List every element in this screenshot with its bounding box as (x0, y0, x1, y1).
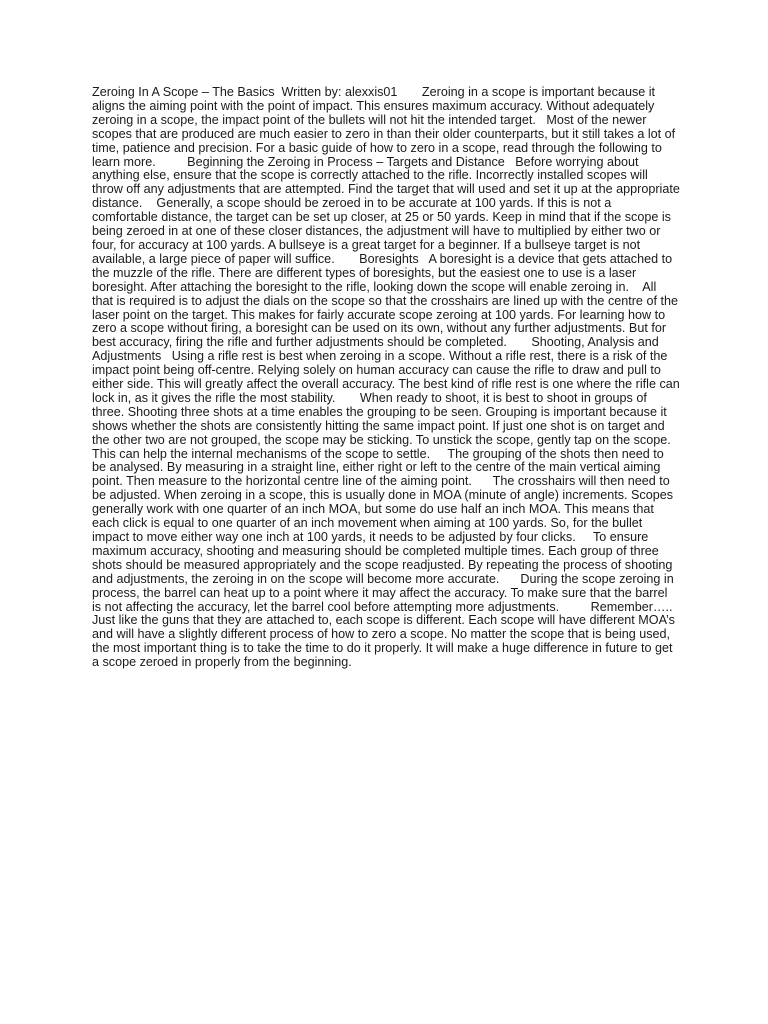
article-body-text: Zeroing In A Scope – The Basics Written by: alexxis01 Zeroing in a scope is important because it aligns the aiming point with the point of impact. This ensures maximum accuracy. Without adequately zeroing in a scope, the impact point of the bullets will not hit the intended target. Most of the newer scopes that are produced are much easier to zero in than their older counterparts, but it still takes a lot of time, patience and precision. For a basic guide of how to zero in a scope, read through the following to learn more. Beginning the Zeroing in Process – Targets and Distance Before worrying about anything else, ensure that the scope is correctly attached to the rifle. Incorrectly installed scopes will throw off any adjustments that are attempted. Find the target that will used and set it up at the appropriate distance. Generally, a scope should be zeroed in to be accurate at 100 yards. If this is not a comfortable distance, the target can be set up closer, at 25 or 50 yards. Keep in mind that if the scope is being zeroed in at one of these closer distances, the adjustment will have to multiplied by either two or four, for accuracy at 100 yards. A bullseye is a great target for a beginner. If a bullseye target is not available, a large piece of paper will suffice. Boresights A boresight is a device that gets attached to the muzzle of the rifle. There are different types of boresights, but the easiest one to use is a laser boresight. After attaching the boresight to the rifle, looking down the scope will enable zeroing in. All that is required is to adjust the dials on the scope so that the crosshairs are lined up with the centre of the laser point on the target. This makes for fairly accurate scope zeroing at 100 yards. For learning how to zero a scope without firing, a boresight can be used on its own, without any further adjustments. But for best accuracy, firing the rifle and further adjustments should be completed. Shooting, Analysis and Adjustments Using a rifle rest is best when zeroing in a scope. Without a rifle rest, there is a risk of the impact point being off-centre. Relying solely on human accuracy can cause the rifle to draw and pull to either side. This will greatly affect the overall accuracy. The best kind of rifle rest is one where the rifle can lock in, as it gives the rifle the most stability. When ready to shoot, it is best to shoot in groups of three. Shooting three shots at a time enables the grouping to be seen. Grouping is important because it shows whether the shots are consistently hitting the same impact point. If just one shot is on target and the other two are not grouped, the scope may be sticking. To unstick the scope, gently tap on the scope. This can help the internal mechanisms of the scope to settle. The grouping of the shots then need to be analysed. By measuring in a straight line, either right or left to the centre of the main vertical aiming point. Then measure to the horizontal centre line of the aiming point. The crosshairs will then need to be adjusted. When zeroing in a scope, this is usually done in MOA (minute of angle) increments. Scopes generally work with one quarter of an inch MOA, but some do use half an inch MOA. This means that each click is equal to one quarter of an inch movement when aiming at 100 yards. So, for the bullet impact to move either way one inch at 100 yards, it needs to be adjusted by four clicks. To ensure maximum accuracy, shooting and measuring should be completed multiple times. Each group of three shots should be measured appropriately and the scope readjusted. By repeating the process of shooting and adjustments, the zeroing in on the scope will become more accurate. During the scope zeroing in process, the barrel can heat up to a point where it may affect the accuracy. To make sure that the barrel is not affecting the accuracy, let the barrel cool before attempting more adjustments. Remember….. Just like the guns that they are attached to, each scope is different. Each scope will have different MOA’s and will have a slightly different process of how to zero a scope. No matter the scope that is being used, the most important thing is to take the time to do it properly. It will make a huge difference in future to get a scope zeroed in properly from the beginning. (92, 85, 687, 670)
